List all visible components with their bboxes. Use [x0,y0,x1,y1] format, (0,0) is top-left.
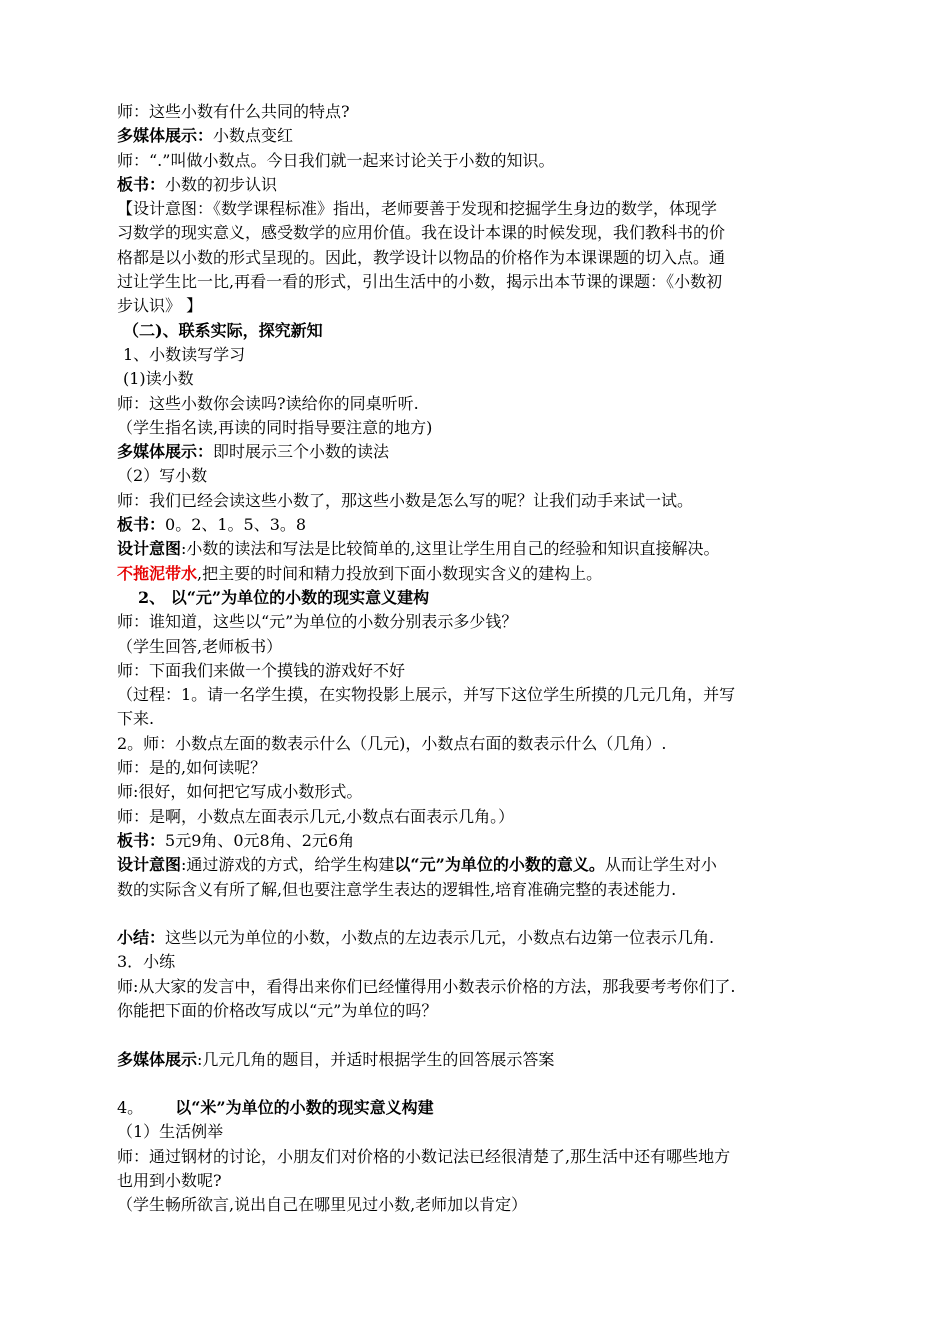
text: (1)读小数 [123,369,194,389]
blank-line [117,902,877,926]
text: 5元9角、0元8角、2元6角 [165,830,355,850]
text: 师：我们已经会读这些小数了，那这些小数是怎么写的呢？让我们动手来试一试。 [117,490,694,510]
text-line [117,635,877,659]
label: 板书： [117,830,166,850]
text: :通过游戏的方式，给学生构建 [181,855,395,875]
text: 师：“.”叫做小数点。今日我们就一起来讨论关于小数的知识。 [117,150,555,170]
text-line [117,1145,877,1169]
text-line [117,975,877,999]
text-line [117,1169,877,1193]
text-line [117,562,877,586]
text-line [117,100,877,124]
text-line [117,343,877,367]
heading-text: 以“米”为单位的小数的现实意义构建 [175,1098,434,1118]
text: （二)、联系实际，探究新知 [123,320,323,340]
text-line [117,537,877,561]
text-line [117,197,877,221]
bold-text: 以“元”为单位的小数的意义。 [394,855,605,875]
label: 多媒体展示： [117,442,214,462]
emphasis-text: 不拖泥带水 [117,563,198,583]
text-line [117,246,877,270]
blank-line [117,1072,877,1096]
text: 师：下面我们来做一个摸钱的游戏好不好 [117,660,406,680]
text: （学生畅所欲言,说出自己在哪里见过小数,老师加以肯定） [117,1195,528,1215]
text-line [117,1193,877,1217]
text: 下来. [117,709,155,729]
text: 4。 [117,1098,144,1118]
text: 师：谁知道，这些以“元”为单位的小数分别表示多少钱？ [117,612,518,632]
label: 设计意图 [117,855,182,875]
text: 即时展示三个小数的读法 [213,442,390,462]
blank-line [117,1023,877,1047]
document-page [117,100,877,1218]
text-line [117,805,877,829]
text: 师:很好，如何把它写成小数形式。 [117,782,363,802]
text: 也用到小数呢? [117,1171,222,1191]
text: 1、小数读写学习 [123,344,246,364]
text-line [117,950,877,974]
text-line [117,367,877,391]
text-line [117,416,877,440]
text: （1）生活例举 [117,1122,224,1142]
label: 板书： [117,174,166,194]
text-line [117,683,877,707]
text: 从而让学生对小 [604,855,717,875]
section-heading [117,319,877,343]
text: 师：这些小数有什么共同的特点? [117,102,350,121]
text: （学生回答,老师板书） [117,636,283,656]
text-line [117,489,877,513]
text-line [117,1120,877,1144]
label: 多媒体展示 [117,1049,198,1069]
text: 你能把下面的价格改写成以“元”为单位的吗？ [117,1000,438,1020]
label: 设计意图 [117,539,182,559]
text-line [117,149,877,173]
text-line [117,659,877,683]
text: 3．小练 [117,952,176,972]
text-line [117,270,877,294]
text: 数的实际含义有所了解,但也要注意学生表达的逻辑性,培育准确完整的表述能力. [117,879,677,899]
section-heading [117,586,877,610]
text-line [117,124,877,148]
text-line [117,756,877,780]
text: 小数的初步认识 [165,174,278,194]
text-line [117,853,877,877]
text-line [117,221,877,245]
text-line [117,780,877,804]
text: 师:从大家的发言中，看得出来你们已经懂得用小数表示价格的方法，那我要考考你们了. [117,976,736,996]
text: :几元几角的题目，并适时根据学生的回答展示答案 [197,1049,555,1069]
text: 2。师：小数点左面的数表示什么（几元)，小数点右面的数表示什么（几角）. [117,733,667,753]
text: ,把主要的时间和精力投放到下面小数现实含义的建构上。 [197,563,603,583]
text-line [117,440,877,464]
text: 2、 以“元”为单位的小数的现实意义建构 [138,587,430,607]
text: 【设计意图：《数学课程标准》指出，老师要善于发现和挖掘学生身边的数学，体现学 [117,199,718,219]
text: （过程：1。请一名学生摸，在实物投影上展示，并写下这位学生所摸的几元几角，并写 [117,685,736,705]
text-line [117,610,877,634]
text: 师：这些小数你会读吗?读给你的同桌听听. [117,393,419,413]
text: :小数的读法和写法是比较简单的,这里让学生用自己的经验和知识直接解决。 [181,539,720,559]
text: （学生指名读,再读的同时指导要注意的地方) [117,417,433,437]
text-line [117,513,877,537]
text: 格都是以小数的形式呈现的。因此，教学设计以物品的价格作为本课课题的切入点。通 [117,247,726,267]
text: 师：通过钢材的讨论，小朋友们对价格的小数记法已经很清楚了,那生活中还有哪些地方 [117,1146,731,1166]
text-line [117,926,877,950]
text-line [117,1048,877,1072]
text: （2）写小数 [117,466,208,486]
text-line [117,829,877,853]
text-line [117,999,877,1023]
text-line [117,392,877,416]
text: 师：是啊，小数点左面表示几元,小数点右面表示几角。） [117,806,515,826]
text-line [117,732,877,756]
text: 习数学的现实意义，感受数学的应用价值。我在设计本课的时候发现，我们教科书的价 [117,223,726,243]
section-heading [117,1096,877,1120]
text-line [117,294,877,318]
label: 多媒体展示： [117,126,214,146]
text: 小数点变红 [213,126,294,146]
text: 这些以元为单位的小数，小数点的左边表示几元，小数点右边第一位表示几角. [165,928,715,948]
text: 0。2、1。5、3。8 [165,515,307,535]
text: 过让学生比一比,再看一看的形式，引出生活中的小数，揭示出本节课的课题：《小数初 [117,272,723,292]
label: 板书： [117,515,166,535]
label: 小结： [117,928,166,948]
text-line [117,707,877,731]
text-line [117,878,877,902]
text: 步认识》 】 [117,296,203,316]
text: 师：是的,如何读呢？ [117,758,267,778]
text-line [117,173,877,197]
text-line [117,464,877,488]
